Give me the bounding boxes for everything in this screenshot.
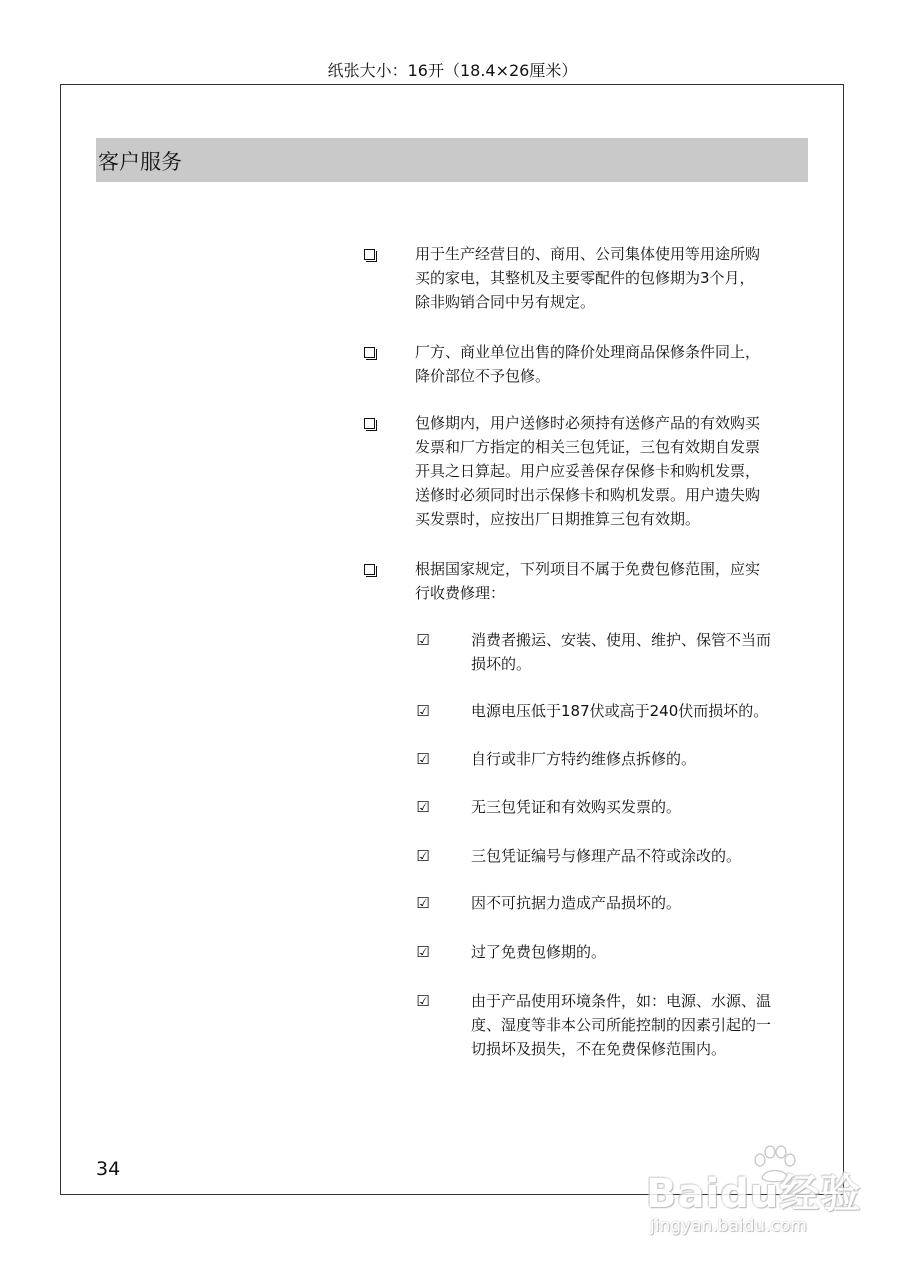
list-item xyxy=(471,940,606,964)
item-line: 买的家电，其整机及主要零配件的包修期为3个月， xyxy=(415,269,755,287)
list-item xyxy=(471,747,696,771)
page-number: 34 xyxy=(96,1158,121,1180)
item-line: 买发票时，应按出厂日期推算三包有效期。 xyxy=(415,510,701,528)
list-item xyxy=(471,628,771,676)
checked-box-icon: ☑ xyxy=(416,847,430,865)
section-title: 客户服务 xyxy=(98,150,182,174)
watermark-url: jingyan.baidu.com xyxy=(650,1216,807,1236)
list-item xyxy=(471,844,741,868)
list-item xyxy=(415,557,760,605)
item-line: 厂方、商业单位出售的降价处理商品保修条件同上， xyxy=(415,343,761,361)
checked-box-icon: ☑ xyxy=(416,894,430,912)
square-bullet-icon xyxy=(360,411,378,435)
square-bullet-icon xyxy=(360,340,378,364)
list-item xyxy=(471,795,681,819)
item-line: 度、湿度等非本公司所能控制的因素引起的一 xyxy=(471,1016,772,1034)
item-line: 过了免费包修期的。 xyxy=(471,943,607,961)
item-line: 消费者搬运、安装、使用、维护、保管不当而 xyxy=(471,631,772,649)
item-line: 无三包凭证和有效购买发票的。 xyxy=(471,798,682,816)
item-line: 发票和厂方指定的相关三包凭证，三包有效期自发票 xyxy=(415,438,761,456)
checked-box-icon: ☑ xyxy=(416,943,430,961)
item-line: 切损坏及损失，不在免费保修范围内。 xyxy=(471,1040,727,1058)
checked-box-icon: ☑ xyxy=(416,992,430,1010)
checked-box-icon: ☑ xyxy=(416,750,430,768)
item-line: 除非购销合同中另有规定。 xyxy=(415,293,596,311)
list-item xyxy=(415,411,760,531)
list-item xyxy=(415,340,760,388)
square-bullet-icon xyxy=(360,242,378,266)
item-line: 由于产品使用环境条件，如：电源、水源、温 xyxy=(471,992,772,1010)
item-line: 电源电压低于187伏或高于240伏而损坏的。 xyxy=(471,702,769,720)
item-line: 开具之日算起。用户应妥善保存保修卡和购机发票， xyxy=(415,462,761,480)
item-line: 送修时必须同时出示保修卡和购机发票。用户遗失购 xyxy=(415,486,761,504)
item-line: 因不可抗据力造成产品损坏的。 xyxy=(471,894,682,912)
section-header-bar xyxy=(96,138,808,182)
list-item xyxy=(471,989,771,1061)
checked-box-icon: ☑ xyxy=(416,702,430,720)
item-line: 三包凭证编号与修理产品不符或涂改的。 xyxy=(471,847,742,865)
list-item xyxy=(471,699,768,723)
item-line: 根据国家规定，下列项目不属于免费包修范围，应实 xyxy=(415,560,761,578)
item-line: 用于生产经营目的、商用、公司集体使用等用途所购 xyxy=(415,245,761,263)
list-item xyxy=(471,891,681,915)
item-line: 行收费修理： xyxy=(415,584,506,602)
item-line: 降价部位不予包修。 xyxy=(415,367,551,385)
list-item xyxy=(415,242,760,314)
item-line: 自行或非厂方特约维修点拆修的。 xyxy=(471,750,697,768)
paper-size-note: 纸张大小：16开（18.4×26厘米） xyxy=(327,61,578,80)
item-line: 损坏的。 xyxy=(471,655,532,673)
watermark-brand: Baidu经验 xyxy=(646,1171,862,1217)
square-bullet-icon xyxy=(360,557,378,581)
checked-box-icon: ☑ xyxy=(416,798,430,816)
item-line: 包修期内，用户送修时必须持有送修产品的有效购买 xyxy=(415,414,761,432)
checked-box-icon: ☑ xyxy=(416,631,430,649)
baidu-jingyan-watermark xyxy=(646,1140,896,1250)
